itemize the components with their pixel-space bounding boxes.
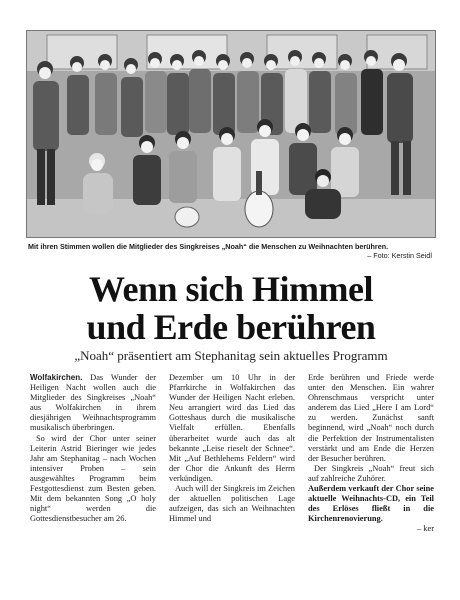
subheadline: „Noah“ präsentiert am Stephanitag sein aktuelles Programm <box>74 348 388 363</box>
choir-group-photo <box>26 30 436 238</box>
headline-line-2: und Erde berühren <box>86 307 376 347</box>
author-signature: – ker <box>417 524 434 534</box>
article-paragraph-bold: Außerdem verkauft der Chor seine aktuelle Weihnachts-CD, ein Teil des Erlöses fließt in die Kirchenrenovierung. <box>308 484 434 524</box>
photo-caption <box>28 242 434 260</box>
article-paragraph: Der Singkreis „Noah“ freut sich auf zahlreiche Zuhörer. <box>308 463 434 483</box>
headline-line-1: Wenn sich Himmel <box>88 269 373 309</box>
headline <box>26 270 436 346</box>
article-paragraph: Dezember um 10 Uhr in der Pfarrkirche in Wolfakirchen das Wunder der Heiligen Nacht erleben. Neu arrangiert wird das Lied das Gotteshaus durch die musikalische Vielfalt erfüllen. Ebenfalls überarbeitet wurde auch das alt bekannte „Leise rieselt der Schnee“. Mit „Auf Bethlehems Feldern“ wird der Chor die Ankunft des Herrn verkündigen. <box>169 373 295 483</box>
article-column-3 <box>308 373 434 535</box>
article-column-2 <box>169 373 295 524</box>
choir-photo-illustration <box>27 31 435 237</box>
article-paragraph <box>30 373 156 434</box>
dateline: Wolfakirchen. <box>30 373 83 382</box>
paragraph-text: Das Wunder der Heiligen Nacht wollen auch die Mitglieder des Singkreises „Noah“ aus Wolfakirchen in ihrem diesjährigen Weihnachtsprogramm musikalisch überbringen. <box>30 373 156 433</box>
article-paragraph: Auch will der Singkreis im Zeichen der aktuellen politischen Lage aufzeigen, das sich an Weihnachten Himmel und <box>169 484 295 524</box>
photo-credit: – Foto: Kerstin Seidl <box>367 251 432 260</box>
caption-text: Mit ihren Stimmen wollen die Mitglieder des Singkreises „Noah“ die Menschen zu Weihnachten berühren. <box>28 242 389 251</box>
article-column-1 <box>30 373 156 524</box>
newspaper-clipping <box>26 30 436 534</box>
article-paragraph: Erde berühren und Friede werde unter den Menschen. Ein wahrer Ohrenschmaus verspricht unter anderem das Lied „Here I am Lord“ zu werden. Zunächst sanft beginnend, wird „Noah“ noch durch die Perfektion der Instrumentalisten verstärkt und am Ende die Herzen der Besucher berühren. <box>308 373 434 463</box>
article-paragraph: So wird der Chor unter seiner Leiterin Astrid Bieringer wie jedes Jahr am Stephanitag – nach Wochen intensiver Proben – sein ausgewähltes Programm beim Festgottesdienst zum Besten geben. Mit dem bekannten Song „O holy night“ werden die Gottesdienstbesucher am 26. <box>30 433 156 524</box>
article-body <box>30 373 434 533</box>
